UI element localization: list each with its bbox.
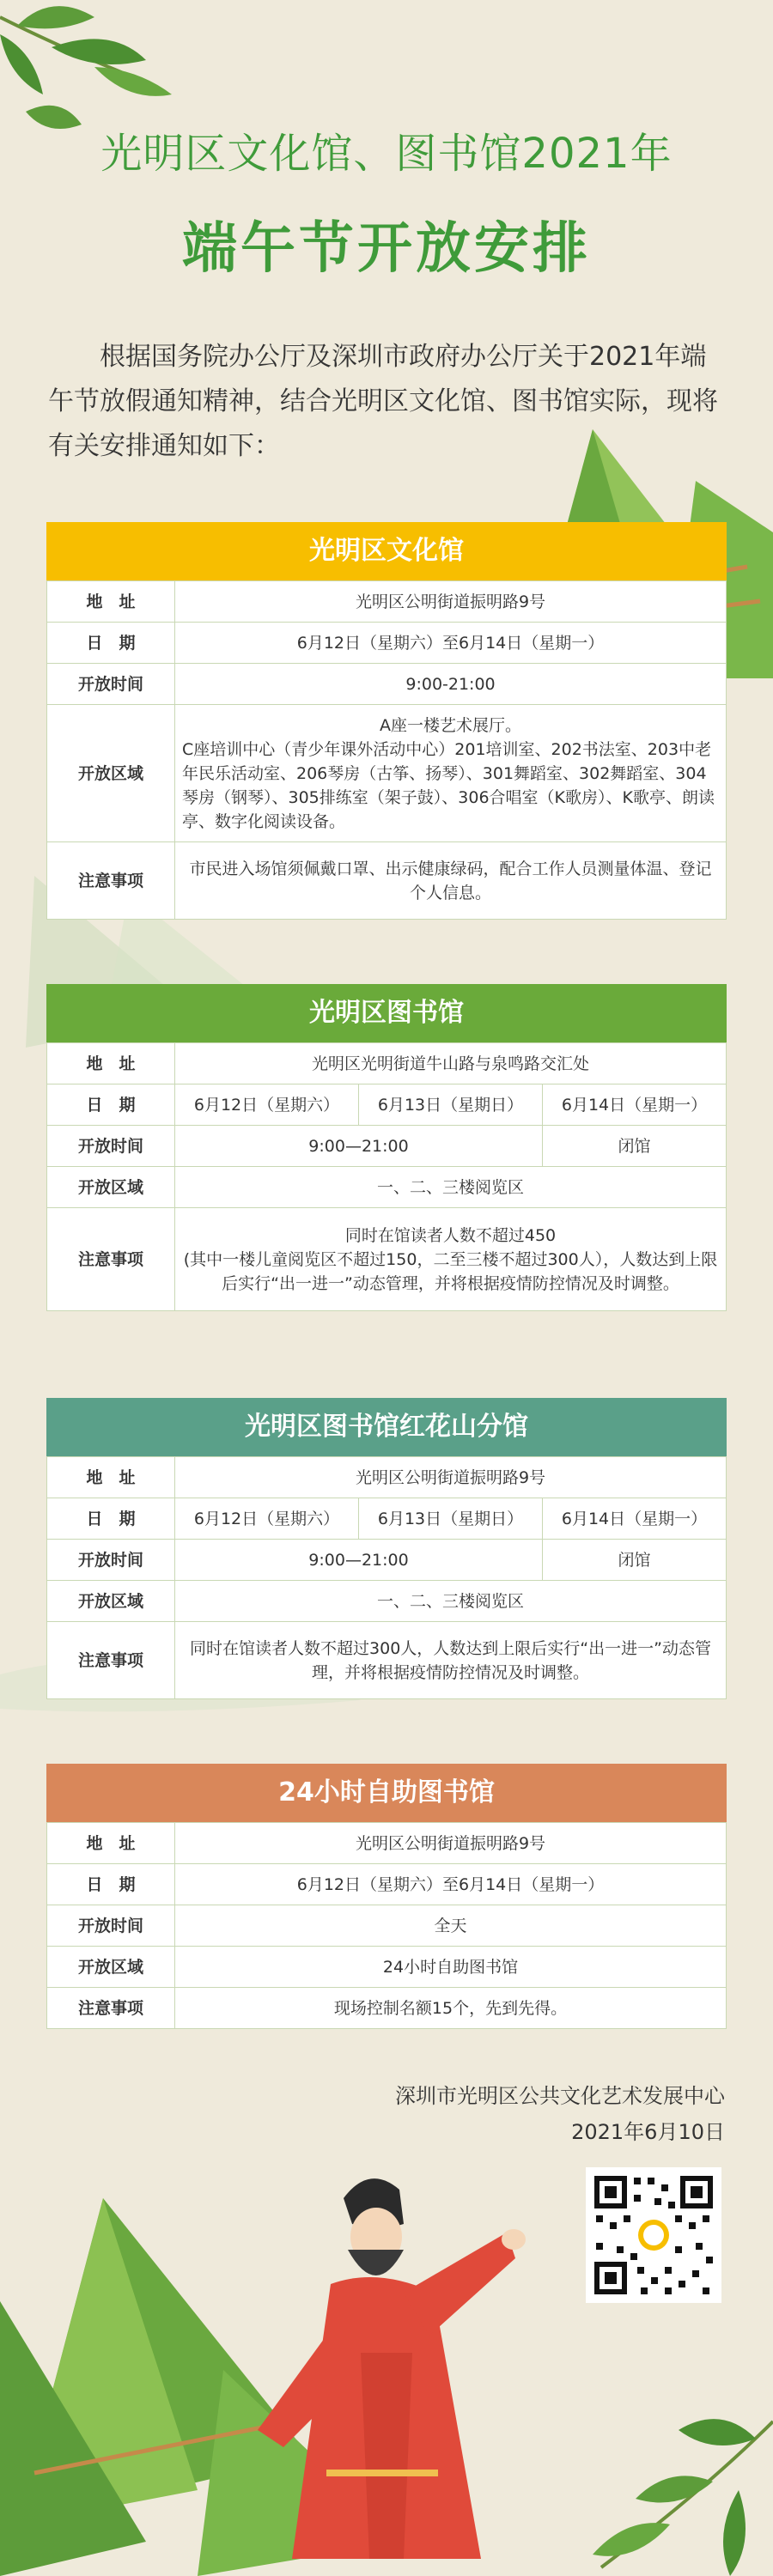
row-label: 注意事项	[47, 1622, 175, 1699]
footer-date: 2021年6月10日	[571, 2120, 725, 2144]
row-label: 注意事项	[47, 1208, 175, 1311]
hours-value: 全天	[175, 1905, 727, 1947]
row-label: 开放时间	[47, 1126, 175, 1167]
table-row	[47, 1043, 727, 1084]
notes-line-1: 同时在馆读者人数不超过450	[344, 1225, 557, 1245]
row-label: 注意事项	[47, 842, 175, 920]
table-row	[47, 1126, 727, 1167]
self-service-library-section	[46, 1764, 727, 2029]
area-value	[175, 705, 727, 842]
area-value: 一、二、三楼阅览区	[175, 1167, 727, 1208]
area-value: 24小时自助图书馆	[175, 1947, 727, 1988]
table-row	[47, 1581, 727, 1622]
date-day-2: 6月13日（星期日）	[359, 1084, 543, 1126]
row-label: 开放区域	[47, 1581, 175, 1622]
table-row	[47, 1864, 727, 1905]
table-row	[47, 1823, 727, 1864]
table-row	[47, 842, 727, 920]
row-label: 开放区域	[47, 1167, 175, 1208]
area-value: 一、二、三楼阅览区	[175, 1581, 727, 1622]
notes-value	[175, 1208, 727, 1311]
row-label: 开放时间	[47, 1905, 175, 1947]
table-row	[47, 705, 727, 842]
bamboo-leaves-bottom-right	[593, 2419, 773, 2576]
area-line-1: A座一楼艺术展厅。	[380, 715, 521, 735]
table-row	[47, 1208, 727, 1311]
row-label: 地 址	[47, 1043, 175, 1084]
library-table	[46, 1042, 727, 1311]
hours-open-value: 9:00—21:00	[175, 1126, 543, 1167]
hours-closed-value: 闭馆	[543, 1126, 727, 1167]
date-day-2: 6月13日（星期日）	[359, 1498, 543, 1540]
notes-value: 现场控制名额15个，先到先得。	[175, 1988, 727, 2029]
table-row	[47, 1905, 727, 1947]
notes-value: 市民进入场馆须佩戴口罩、出示健康绿码，配合工作人员测量体温、登记个人信息。	[175, 842, 727, 920]
qr-code-icon	[589, 2171, 718, 2300]
address-value: 光明区公明街道振明路9号	[175, 1823, 727, 1864]
cultural-center-title: 光明区文化馆	[46, 522, 727, 580]
date-value: 6月12日（星期六）至6月14日（星期一）	[175, 1864, 727, 1905]
library-section	[46, 984, 727, 1311]
table-row	[47, 581, 727, 623]
hours-value: 9:00-21:00	[175, 664, 727, 705]
address-value: 光明区公明街道振明路9号	[175, 1457, 727, 1498]
date-day-1: 6月12日（星期六）	[175, 1084, 359, 1126]
page-subtitle: 光明区文化馆、图书馆2021年	[100, 130, 673, 178]
date-day-1: 6月12日（星期六）	[175, 1498, 359, 1540]
table-row	[47, 1457, 727, 1498]
row-label: 地 址	[47, 1457, 175, 1498]
table-row	[47, 1540, 727, 1581]
row-label: 开放时间	[47, 1540, 175, 1581]
table-row	[47, 664, 727, 705]
cultural-center-table	[46, 580, 727, 920]
table-row	[47, 1084, 727, 1126]
branch-library-table	[46, 1456, 727, 1699]
hours-closed-value: 闭馆	[543, 1540, 727, 1581]
row-label: 地 址	[47, 581, 175, 623]
row-label: 日 期	[47, 1084, 175, 1126]
date-day-3: 6月14日（星期一）	[543, 1498, 727, 1540]
notes-line-2: (其中一楼儿童阅览区不超过150，二至三楼不超过300人），人数达到上限后实行“出一进一”动态管理，并将根据疫情防控情况及时调整。	[183, 1249, 718, 1293]
bamboo-leaves-top-left	[0, 6, 172, 129]
row-label: 开放区域	[47, 705, 175, 842]
cultural-center-section	[46, 522, 727, 920]
row-label: 日 期	[47, 1498, 175, 1540]
page-title: 端午节开放安排	[182, 217, 591, 281]
row-label: 日 期	[47, 1864, 175, 1905]
row-label: 日 期	[47, 623, 175, 664]
address-value: 光明区光明街道牛山路与泉鸣路交汇处	[175, 1043, 727, 1084]
intro-paragraph: 根据国务院办公厅及深圳市政府办公厅关于2021年端午节放假通知精神，结合光明区文化馆、图书馆实际，现将有关安排通知如下：	[48, 342, 718, 461]
table-row	[47, 1622, 727, 1699]
notes-value: 同时在馆读者人数不超过300人，人数达到上限后实行“出一进一”动态管理，并将根据疫情防控情况及时调整。	[175, 1622, 727, 1699]
branch-library-section	[46, 1398, 727, 1699]
address-value: 光明区公明街道振明路9号	[175, 581, 727, 623]
self-service-table	[46, 1822, 727, 2029]
area-line-2: C座培训中心（青少年课外活动中心）201培训室、202书法室、203中老年民乐活动室、206琴房（古筝、扬琴）、301舞蹈室、302舞蹈室、304琴房（钢琴）、305排练室（架子鼓）、306合唱室（K歌房）、K歌亭、朗读亭、数字化阅读设备。	[182, 739, 715, 831]
date-value: 6月12日（星期六）至6月14日（星期一）	[175, 623, 727, 664]
row-label: 开放时间	[47, 664, 175, 705]
branch-library-title: 光明区图书馆红花山分馆	[46, 1398, 727, 1456]
table-row	[47, 623, 727, 664]
hours-open-value: 9:00—21:00	[175, 1540, 543, 1581]
footer-org-name: 深圳市光明区公共文化艺术发展中心	[395, 2084, 725, 2108]
row-label: 开放区域	[47, 1947, 175, 1988]
date-day-3: 6月14日（星期一）	[543, 1084, 727, 1126]
table-row	[47, 1498, 727, 1540]
row-label: 地 址	[47, 1823, 175, 1864]
table-row	[47, 1167, 727, 1208]
footer-signature	[395, 2078, 725, 2150]
table-row	[47, 1947, 727, 1988]
row-label: 注意事项	[47, 1988, 175, 2029]
self-service-title: 24小时自助图书馆	[46, 1764, 727, 1822]
library-title: 光明区图书馆	[46, 984, 727, 1042]
table-row	[47, 1988, 727, 2029]
